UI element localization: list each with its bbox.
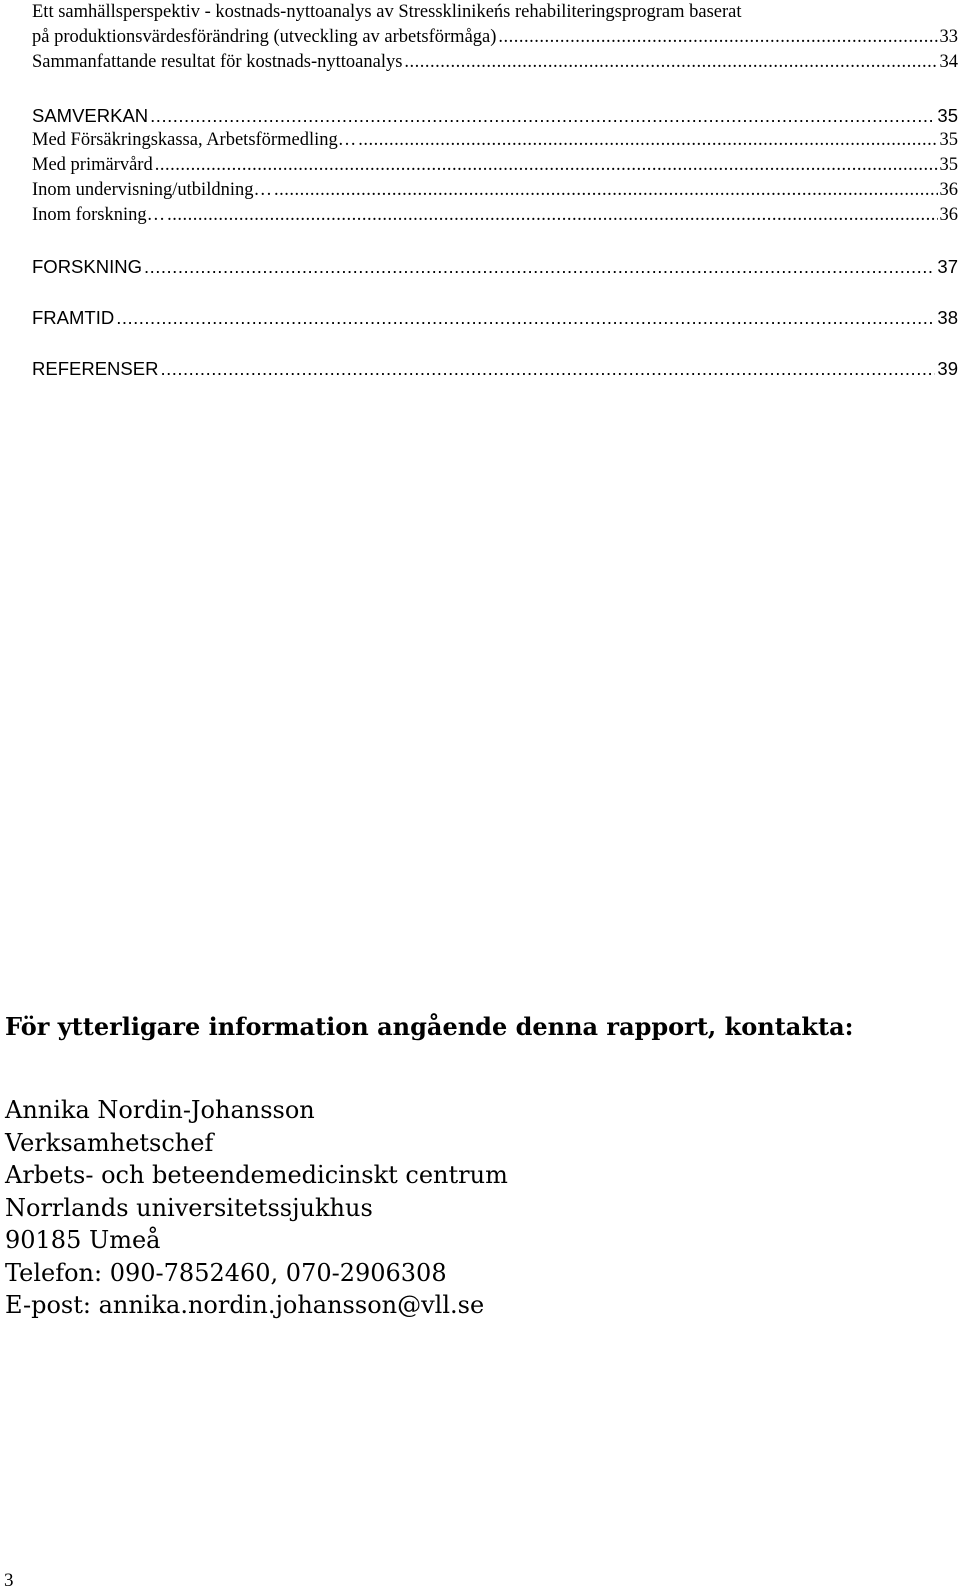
toc-entry-label: Ett samhällsperspektiv - kostnads-nyttoanalys av Stressklinikeńs rehabiliteringsprogram baserat [32,2,742,22]
dot-leader [116,305,935,330]
toc-entry-forsakringskassa[interactable] [32,128,960,153]
dot-leader [167,203,937,228]
contact-phone[interactable]: Telefon: 090-7852460, 070-2906308 [5,1258,447,1287]
toc-entry-label: Med primärvård [32,155,153,175]
toc-entry-label: Inom undervisning/utbildning… [32,180,272,200]
toc-entry-framtid[interactable] [32,305,960,330]
dot-leader [358,128,937,153]
contact-title: Verksamhetschef [5,1128,214,1157]
toc-page-number: 39 [937,358,958,379]
toc-entry-forskning-sub[interactable] [32,203,960,228]
contact-block [5,1012,955,1322]
contact-name: Annika Nordin-Johansson [5,1096,315,1124]
contact-heading: För ytterligare information angående denna rapport, kontakta: [5,1012,854,1041]
dot-leader [150,103,935,128]
dot-leader [274,178,938,203]
toc-entry-forskning[interactable] [32,254,960,279]
dot-leader [144,254,935,279]
contact-department: Arbets- och beteendemedicinskt centrum [5,1161,508,1189]
toc-page-number: 38 [937,307,958,328]
dot-leader [155,153,938,178]
toc-entry-samhallsperspektiv[interactable] [32,0,960,50]
toc-entry-label: FRAMTID [32,307,115,328]
toc-page-number: 35 [939,155,958,175]
toc-entry-primarvard[interactable] [32,153,960,178]
toc-entry-sammanfattande-resultat[interactable] [32,50,960,75]
contact-postal-address: 90185 Umeå [5,1226,161,1254]
toc-page-number: 34 [939,52,958,72]
toc-page-number: 33 [939,27,958,47]
toc-entry-label: Sammanfattande resultat för kostnads-nyttoanalys [32,52,403,72]
toc-page-number: 36 [939,205,958,225]
toc-entry-label: SAMVERKAN [32,105,149,126]
page-number: 3 [4,1570,14,1591]
toc-entry-label-continued: på produktionsvärdesförändring (utveckling av arbetsförmåga) [32,27,497,47]
toc-entry-label: FORSKNING [32,256,142,277]
contact-hospital: Norrlands universitetssjukhus [5,1193,373,1222]
toc-entry-label: Inom forskning… [32,205,166,225]
toc-page-number: 36 [939,180,958,200]
toc-entry-referenser[interactable] [32,356,960,381]
contact-email[interactable]: E-post: annika.nordin.johansson@vll.se [5,1291,485,1319]
dot-leader [160,356,935,381]
dot-leader [404,50,937,75]
dot-leader [498,25,937,50]
toc-entry-samverkan[interactable] [32,103,960,128]
toc-entry-undervisning[interactable] [32,178,960,203]
toc-page-number: 37 [937,256,958,277]
toc-entry-label: Med Försäkringskassa, Arbetsförmedling… [32,130,357,150]
toc-page-number: 35 [937,105,958,126]
table-of-contents [32,0,960,381]
toc-entry-label: REFERENSER [32,358,159,379]
toc-page-number: 35 [939,130,958,150]
